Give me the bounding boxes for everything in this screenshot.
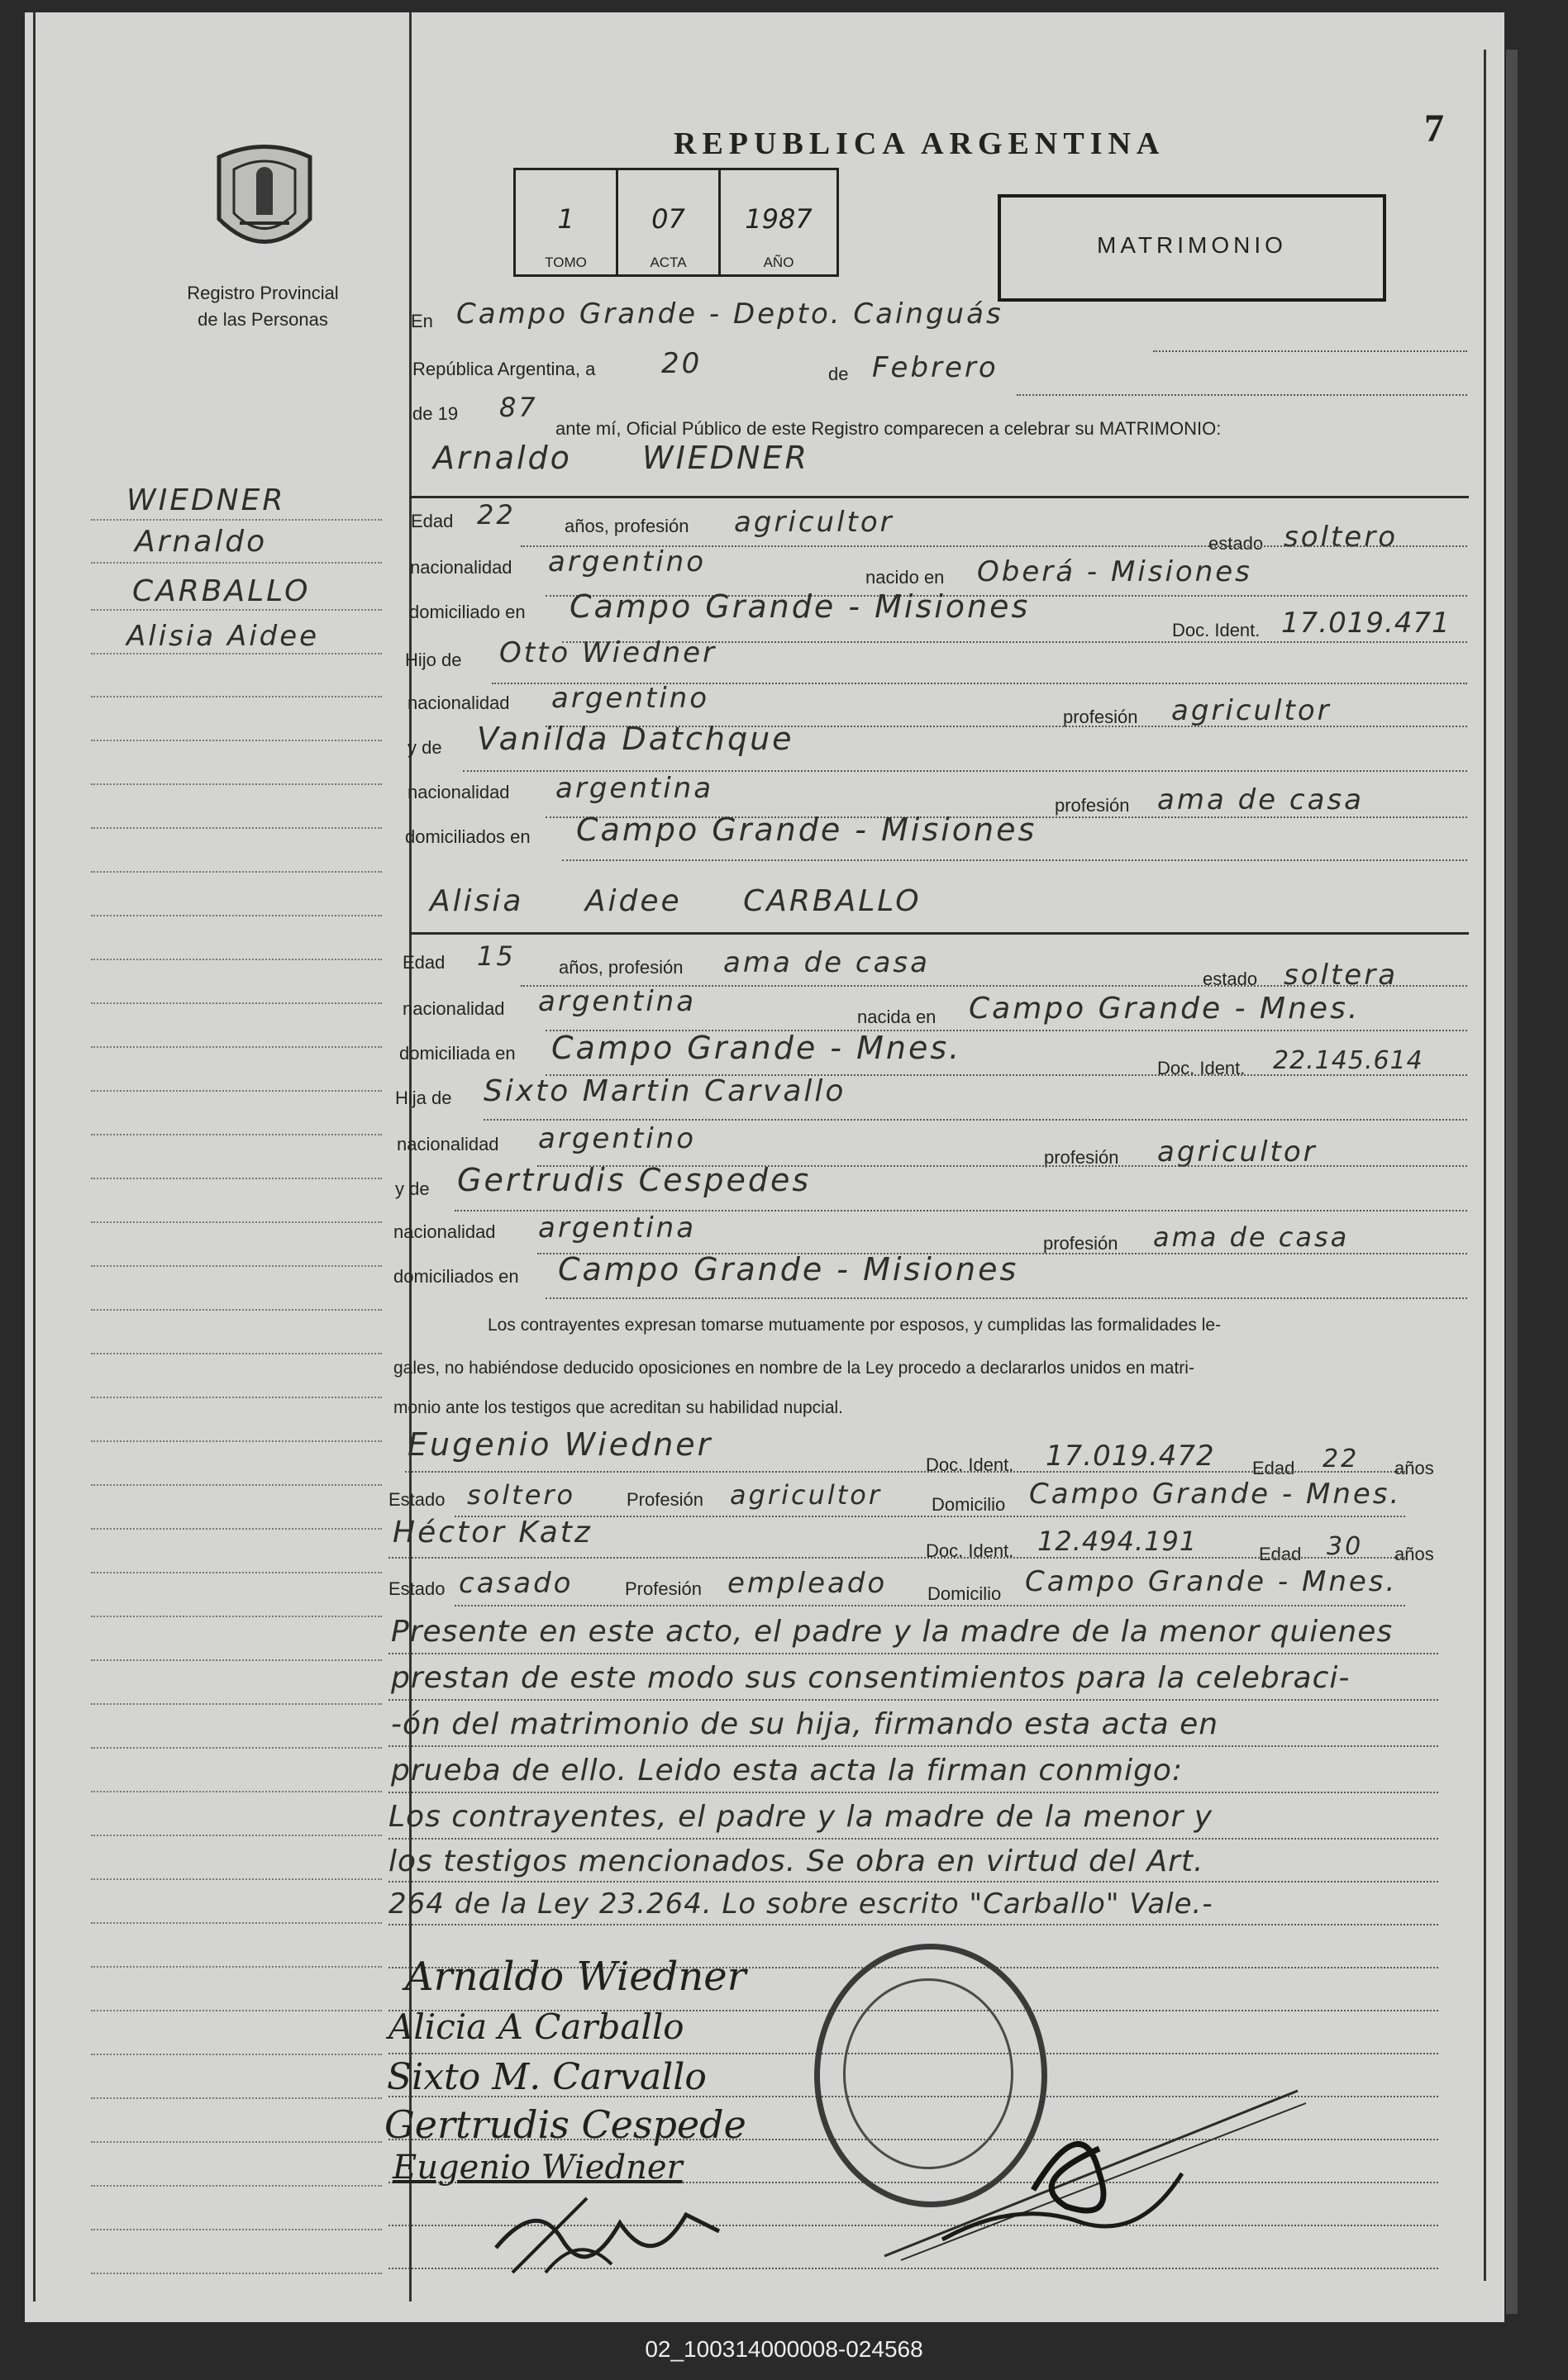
witness2-edad: 30 xyxy=(1327,1532,1364,1561)
notes-line-3: -ón del matrimonio de su hija, firmando esta acta en xyxy=(391,1707,1219,1741)
groom-mother-prof-label: profesión xyxy=(1055,795,1130,816)
bride-mother-prof-label: profesión xyxy=(1043,1233,1118,1254)
groom-parents-dom-label: domiciliados en xyxy=(405,826,531,847)
bride-section-rule xyxy=(409,932,1469,935)
anio-caption: AÑO xyxy=(763,255,794,270)
groom-nacido: Oberá - Misiones xyxy=(977,555,1252,588)
bride-estado-label: estado xyxy=(1203,969,1258,989)
declaration-line-3: monio ante los testigos que acreditan su habilidad nupcial. xyxy=(393,1398,844,1417)
bride-y-de-label: y de xyxy=(395,1178,430,1199)
witness1-edad: 22 xyxy=(1323,1445,1360,1473)
groom-mother: Vanilda Datchque xyxy=(477,721,794,757)
groom-domicilio: Campo Grande - Misiones xyxy=(570,588,1031,625)
margin-bride-surname: CARBALLO xyxy=(132,574,311,608)
bride-profesion-label: años, profesión xyxy=(559,957,684,978)
official-signature xyxy=(868,2074,1314,2273)
groom-mother-nac: argentina xyxy=(555,772,714,805)
groom-y-de-label: y de xyxy=(407,737,442,758)
bride-nacionalidad: argentina xyxy=(538,985,697,1018)
witness2-profesion: empleado xyxy=(727,1567,888,1600)
witness1-estado-label: Estado xyxy=(388,1489,446,1510)
declaration-line-1: Los contrayentes expresan tomarse mutuamente por esposos, y cumplidas las formalidades le- xyxy=(488,1316,1222,1335)
bride-edad-label: Edad xyxy=(403,952,446,973)
witness2-name: Héctor Katz xyxy=(393,1516,593,1549)
groom-mother-nac-label: nacionalidad xyxy=(407,782,510,802)
groom-nacionalidad-label: nacionalidad xyxy=(410,557,512,578)
document-type: MATRIMONIO xyxy=(1097,232,1287,258)
witness1-estado: soltero xyxy=(467,1479,576,1511)
tomo-value: 1 xyxy=(557,203,574,235)
registry-line-2: de las Personas xyxy=(198,309,328,330)
acta-value: 07 xyxy=(651,203,685,235)
witness1-domicilio-label: Domicilio xyxy=(932,1494,1006,1515)
intro-year-prefix: de 19 xyxy=(412,403,459,424)
witness2-domicilio: Campo Grande - Mnes. xyxy=(1025,1565,1398,1598)
witness1-doc: 17.019.472 xyxy=(1046,1440,1215,1473)
bride-nacida-label: nacida en xyxy=(857,1007,937,1027)
witness1-edad-label: Edad xyxy=(1252,1458,1295,1478)
bride-domicilio: Campo Grande - Mnes. xyxy=(551,1030,962,1066)
bride-mother-prof: ama de casa xyxy=(1153,1221,1350,1253)
bride-father: Sixto Martin Carvallo xyxy=(484,1074,846,1108)
witness1-profesion-label: Profesión xyxy=(627,1489,703,1510)
groom-estado-label: estado xyxy=(1208,533,1264,554)
signature-bride-father: Sixto M. Carvallo xyxy=(387,2056,707,2098)
bride-mother-nac-label: nacionalidad xyxy=(393,1221,496,1242)
bride-parents-dom-label: domiciliados en xyxy=(393,1266,519,1287)
anio-value: 1987 xyxy=(745,203,813,235)
registry-line-1: Registro Provincial xyxy=(187,283,339,303)
bride-father-nac-label: nacionalidad xyxy=(397,1134,499,1154)
witness1-name: Eugenio Wiedner xyxy=(407,1426,713,1463)
right-border-line xyxy=(1484,50,1486,2281)
bride-nacionalidad-label: nacionalidad xyxy=(403,998,505,1019)
groom-nacionalidad: argentino xyxy=(548,545,706,578)
groom-nacido-label: nacido en xyxy=(865,567,945,588)
bride-name: Alisia Aidee CARBALLO xyxy=(430,884,922,918)
signature-witness: Eugenio Wiedner xyxy=(393,2149,683,2187)
margin-groom-surname: WIEDNER xyxy=(126,483,286,517)
notes-line-5: Los contrayentes, el padre y la madre de la menor y xyxy=(388,1800,1213,1834)
notes-line-6: los testigos mencionados. Se obra en virtud del Art. xyxy=(388,1844,1204,1878)
bride-parents-dom: Campo Grande - Misiones xyxy=(558,1251,1019,1288)
anio-cell xyxy=(721,170,836,274)
tomo-acta-anio-box xyxy=(513,168,839,277)
groom-section-rule xyxy=(409,496,1469,498)
groom-father-nac: argentino xyxy=(551,682,709,715)
notes-line-1: Presente en este acto, el padre y la madre de la menor quienes xyxy=(391,1615,1394,1649)
groom-father-nac-label: nacionalidad xyxy=(407,693,510,713)
intro-year-suffix: 87 xyxy=(499,392,538,423)
left-border-line xyxy=(33,12,36,2301)
declaration-line-2: gales, no habiéndose deducido oposiciones en nombre de la Ley procedo a declararlos unidos en matri- xyxy=(393,1359,1194,1378)
bride-mother: Gertrudis Cespedes xyxy=(457,1162,812,1198)
margin-bride-given: Alisia Aidee xyxy=(126,620,320,653)
groom-mother-prof: ama de casa xyxy=(1157,783,1364,816)
tomo-cell xyxy=(516,170,618,274)
country-title: REPUBLICA ARGENTINA xyxy=(674,126,1165,161)
signature-bride: Alicia A Carballo xyxy=(388,2006,684,2047)
intro-en-label: En xyxy=(411,311,433,331)
witness2-estado: casado xyxy=(459,1567,574,1600)
acta-cell xyxy=(618,170,721,274)
document-type-box xyxy=(998,194,1386,302)
notes-line-7: 264 de la Ley 23.264. Lo sobre escrito "Carballo" Vale.- xyxy=(388,1887,1213,1921)
witness2-estado-label: Estado xyxy=(388,1578,446,1599)
witness2-domicilio-label: Domicilio xyxy=(927,1583,1002,1604)
witness2-anios-label: años xyxy=(1394,1544,1434,1564)
acta-caption: ACTA xyxy=(650,255,687,270)
bride-doc-label: Doc. Ident. xyxy=(1157,1058,1246,1078)
groom-hijo-label: Hijo de xyxy=(405,650,462,670)
groom-edad-label: Edad xyxy=(411,511,454,531)
intro-republica-label: República Argentina, a xyxy=(412,359,596,379)
bride-doc: 22.145.614 xyxy=(1273,1046,1423,1075)
groom-profesion-label: años, profesión xyxy=(565,516,689,536)
groom-estado: soltero xyxy=(1284,521,1398,554)
groom-father-prof: agricultor xyxy=(1171,694,1332,727)
intro-sentence: ante mí, Oficial Público de este Registro comparecen a celebrar su MATRIMONIO: xyxy=(555,418,1222,439)
bride-nacida: Campo Grande - Mnes. xyxy=(969,992,1361,1026)
bride-father-prof: agricultor xyxy=(1157,1135,1318,1169)
notes-line-4: prueba de ello. Leido esta acta la firman conmigo: xyxy=(391,1754,1184,1787)
intro-month: Febrero xyxy=(872,351,998,384)
witness1-anios-label: años xyxy=(1394,1458,1434,1478)
bride-father-prof-label: profesión xyxy=(1044,1147,1119,1168)
groom-doc-label: Doc. Ident. xyxy=(1172,620,1261,640)
document-id: 02_100314000008-024568 xyxy=(645,2336,923,2362)
witness2-edad-label: Edad xyxy=(1259,1544,1302,1564)
tomo-caption: TOMO xyxy=(545,255,587,270)
bride-hija-label: Hija de xyxy=(395,1088,452,1108)
witness2-doc-label: Doc. Ident. xyxy=(926,1540,1014,1561)
intro-place: Campo Grande - Depto. Cainguás xyxy=(456,298,1003,331)
groom-edad: 22 xyxy=(477,499,516,531)
margin-groom-given: Arnaldo xyxy=(135,525,268,559)
witness1-profesion: agricultor xyxy=(730,1479,883,1511)
groom-domicilio-label: domiciliado en xyxy=(409,602,526,622)
groom-doc: 17.019.471 xyxy=(1281,607,1451,640)
notes-line-2: prestan de este modo sus consentimientos para la celebraci- xyxy=(391,1661,1351,1695)
intro-day: 20 xyxy=(661,347,703,380)
groom-parents-dom: Campo Grande - Misiones xyxy=(576,812,1037,848)
groom-father: Otto Wiedner xyxy=(499,636,717,669)
groom-profesion: agricultor xyxy=(734,506,894,539)
bride-edad: 15 xyxy=(477,940,516,972)
page-number: 7 xyxy=(1424,107,1444,150)
bride-domicilio-label: domiciliada en xyxy=(399,1043,516,1064)
signature-bride-mother: Gertrudis Cespede xyxy=(384,2102,746,2147)
witness2-profesion-label: Profesión xyxy=(625,1578,702,1599)
bride-mother-nac: argentina xyxy=(538,1211,697,1245)
witness2-doc: 12.494.191 xyxy=(1037,1526,1198,1557)
intro-de-label: de xyxy=(828,364,849,384)
bride-profesion: ama de casa xyxy=(723,946,930,979)
groom-father-prof-label: profesión xyxy=(1063,707,1138,727)
witness1-domicilio: Campo Grande - Mnes. xyxy=(1029,1478,1402,1511)
bride-father-nac: argentino xyxy=(538,1122,696,1155)
signature-groom: Arnaldo Wiedner xyxy=(405,1954,746,2000)
province-emblem xyxy=(211,140,318,264)
groom-name: Arnaldo WIEDNER xyxy=(433,440,809,476)
witness1-doc-label: Doc. Ident. xyxy=(926,1454,1014,1475)
bride-estado: soltera xyxy=(1284,959,1399,992)
witness-scribble-signature xyxy=(488,2182,736,2289)
